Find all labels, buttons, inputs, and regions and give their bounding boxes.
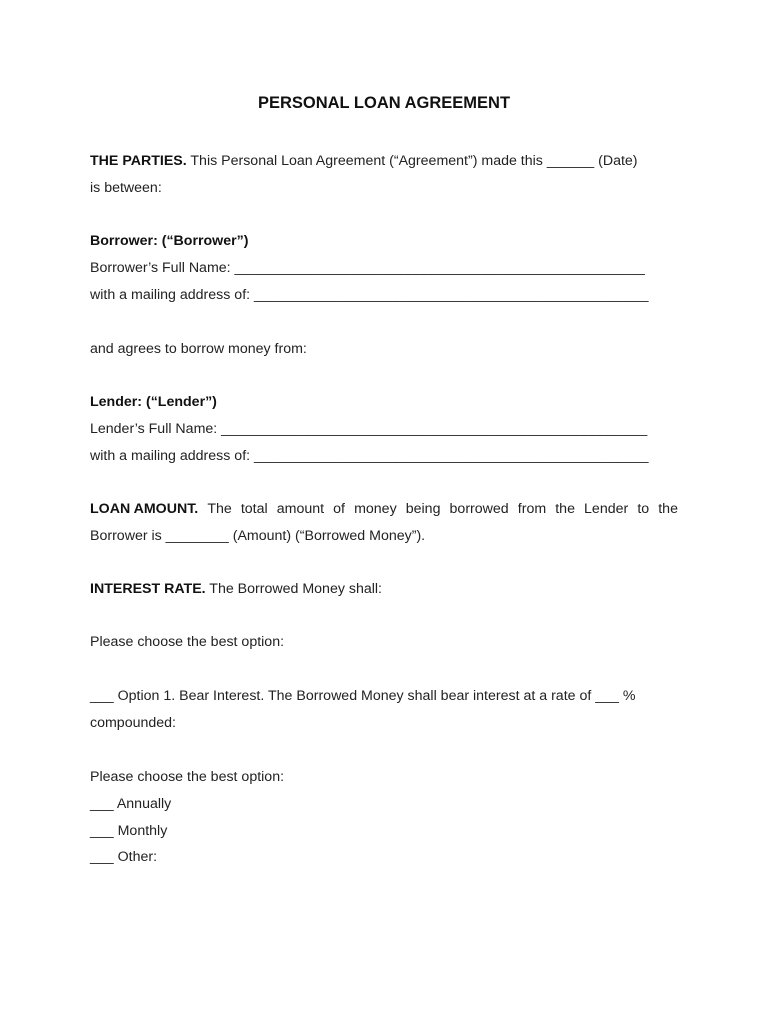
option-1-line-1: ___ Option 1. Bear Interest. The Borrowed Money shall bear interest at a rate of ___ % — [90, 688, 636, 704]
interest-rate-paragraph — [90, 579, 678, 599]
parties-paragraph-line-1 — [90, 151, 678, 171]
loan-amount-paragraph-line-1 — [90, 499, 678, 519]
lender-heading: Lender: (“Lender”) — [90, 394, 217, 410]
loan-amount-word: borrowed — [449, 501, 509, 517]
loan-amount-word: the — [555, 501, 575, 517]
loan-amount-word: Lender — [584, 501, 629, 517]
borrower-full-name-field: Borrower’s Full Name: ____________________________________________________ — [90, 260, 645, 276]
borrower-mailing-address-field: with a mailing address of: __________________________________________________ — [90, 287, 649, 303]
document-title: PERSONAL LOAN AGREEMENT — [257, 94, 511, 112]
compounding-option-other: ___ Other: — [90, 849, 158, 865]
loan-amount-paragraph-line-2: Borrower is ________ (Amount) (“Borrowed Money”). — [90, 528, 426, 544]
compounding-option-annually: ___ Annually — [90, 796, 172, 812]
compounding-option-monthly: ___ Monthly — [90, 823, 168, 839]
loan-amount-word: of — [333, 501, 345, 517]
interest-rate-heading: INTEREST RATE. — [90, 581, 206, 597]
parties-paragraph-line-2: is between: — [90, 180, 162, 196]
interest-rate-text: The Borrowed Money shall: — [209, 581, 382, 597]
agrees-to-borrow-text: and agrees to borrow money from: — [90, 341, 307, 357]
loan-amount-word: amount — [276, 501, 325, 517]
parties-heading: THE PARTIES. — [90, 153, 187, 169]
parties-text: This Personal Loan Agreement (“Agreement”) made this ______ (Date) — [190, 153, 638, 169]
loan-amount-word: The — [207, 501, 232, 517]
choose-option-instruction-2: Please choose the best option: — [90, 769, 285, 785]
loan-amount-word: from — [517, 501, 547, 517]
choose-option-instruction: Please choose the best option: — [90, 634, 285, 650]
lender-full-name-field: Lender’s Full Name: ______________________________________________________ — [90, 421, 648, 437]
loan-amount-word: the — [658, 501, 678, 517]
loan-amount-word: being — [405, 501, 441, 517]
loan-amount-word: total — [240, 501, 268, 517]
lender-mailing-address-field: with a mailing address of: __________________________________________________ — [90, 448, 649, 464]
loan-amount-word: to — [637, 501, 650, 517]
borrower-heading: Borrower: (“Borrower”) — [90, 233, 249, 249]
loan-amount-word: money — [354, 501, 397, 517]
loan-amount-heading: LOAN AMOUNT. — [90, 501, 199, 517]
option-1-line-2: compounded: — [90, 715, 176, 731]
